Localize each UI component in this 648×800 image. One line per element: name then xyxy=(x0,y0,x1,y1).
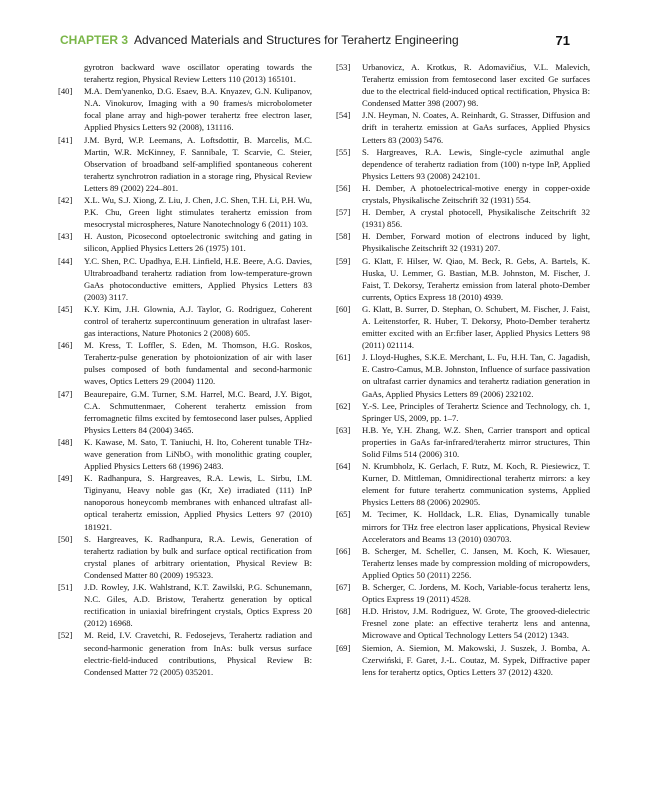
left-reference-list xyxy=(58,85,312,678)
reference-number: [51] xyxy=(58,582,73,593)
reference-item xyxy=(336,605,590,641)
reference-text: H.B. Ye, Y.H. Zhang, W.Z. Shen, Carrier transport and optical properties in GaAs far-infrared/terahertz mirror structures, Thin Solid Films 514 (2006) 310. xyxy=(362,424,590,459)
reference-item xyxy=(336,508,590,544)
reference-item xyxy=(336,182,590,206)
reference-text: M.A. Dem'yanenko, D.G. Esaev, B.A. Knyazev, G.N. Kulipanov, N.A. Vinokurov, Imaging with a 90 frames/s microbolometer focal plane array and high-power terahertz free electron laser, Applied Physics Letters 92 (2008), 131116. xyxy=(84,86,312,133)
reference-number: [44] xyxy=(58,255,73,266)
reference-item xyxy=(336,206,590,230)
reference-text: J.N. Heyman, N. Coates, A. Reinhardt, G. Strasser, Diffusion and drift in terahertz emission at GaAs surfaces, Applied Physics Letters 83 (2003) 5476. xyxy=(362,110,590,145)
reference-number: [64] xyxy=(336,461,351,472)
reference-number: [63] xyxy=(336,424,351,435)
reference-item xyxy=(58,581,312,629)
reference-item xyxy=(58,194,312,230)
reference-continuation: gyrotron backward wave oscillator operating towards the terahertz region, Physical Review Letters 110 (2013) 165101. xyxy=(84,62,312,85)
chapter-title: Advanced Materials and Structures for Terahertz Engineering xyxy=(134,33,459,47)
reference-text: Y.-S. Lee, Principles of Terahertz Science and Technology, ch. 1, Springer US, 2009, pp. 1–7. xyxy=(362,400,590,423)
reference-item xyxy=(336,146,590,182)
reference-item xyxy=(336,109,590,145)
reference-text: N. Krumbholz, K. Gerlach, F. Rutz, M. Koch, R. Piesiewicz, T. Kurner, D. Mittleman, Omnidirectional terahertz mirrors: a key element for future terahertz communication systems, Applied Physics Letters 88 (2006) 202905. xyxy=(362,461,590,508)
reference-text: J.D. Rowley, J.K. Wahlstrand, K.T. Zawilski, P.G. Schunemann, N.C. Giles, A.D. Bristow, Terahertz generation by optical rectification in uniaxial birefringent crystals, Optics Express 20 (2012) 16968. xyxy=(84,582,312,629)
reference-text: H. Dember, Forward motion of electrons induced by light, Physikalische Zeitschrift 32 (1931) 207. xyxy=(362,231,590,254)
reference-text: H. Auston, Picosecond optoelectronic switching and gating in silicon, Applied Physics Letters 26 (1975) 101. xyxy=(84,231,312,254)
reference-number: [62] xyxy=(336,400,351,411)
reference-item xyxy=(58,255,312,303)
reference-number: [55] xyxy=(336,146,351,157)
reference-number: [67] xyxy=(336,582,351,593)
reference-text: M. Tecimer, K. Holldack, L.R. Elias, Dynamically tunable mirrors for THz free electron laser applications, Physical Review Accelerators and Beams 13 (2010) 030703. xyxy=(362,509,590,544)
reference-item xyxy=(58,303,312,339)
reference-number: [59] xyxy=(336,255,351,266)
page-number: 71 xyxy=(555,33,570,48)
reference-text: Beaurepaire, G.M. Turner, S.M. Harrel, M.C. Beard, J.Y. Bigot, C.A. Schmuttenmaer, Coherent terahertz emission from ferromagnetic films excited by femtosecond laser pulses, Applied Physics Letters 84 (2004) 3465. xyxy=(84,388,312,435)
reference-text: G. Klatt, F. Hilser, W. Qiao, M. Beck, R. Gebs, A. Bartels, K. Huska, U. Lemmer, G. Bastian, M.B. Johnston, M. Fischer, J. Faist, T. Dekorsy, Terahertz emission from lateral photo-Dember currents, Optics Express 18 (2010) 4939. xyxy=(362,255,590,302)
reference-item xyxy=(336,255,590,303)
reference-text: G. Klatt, B. Surrer, D. Stephan, O. Schubert, M. Fischer, J. Faist, A. Leitenstorfer, R. Huber, T. Dekorsy, Photo-Dember terahertz emitter excited with an Er:fiber laser, Applied Physics Letters 98 (2011) 021114. xyxy=(362,303,590,351)
reference-number: [46] xyxy=(58,340,73,351)
reference-item xyxy=(336,424,590,460)
reference-text: Siemion, A. Siemion, M. Makowski, J. Suszek, J. Bomba, A. Czerwiński, F. Garet, J.-L. Coutaz, M. Sypek, Diffractive paper lens for terahertz optics, Optics Letters 37 (2012) 4320. xyxy=(362,642,590,677)
reference-item xyxy=(58,230,312,254)
reference-number: [68] xyxy=(336,606,351,617)
reference-item xyxy=(336,400,590,424)
reference-item xyxy=(336,642,590,678)
reference-text: M. Kress, T. Loffler, S. Eden, M. Thomson, H.G. Roskos, Terahertz-pulse generation by photoionization of air with laser pulses composed of both fundamental and second-harmonic waves, Optics Letters 29 (2004) 1120. xyxy=(84,340,312,387)
reference-number: [45] xyxy=(58,303,73,314)
reference-item xyxy=(58,388,312,436)
reference-item xyxy=(58,533,312,581)
reference-item xyxy=(58,436,312,472)
reference-number: [65] xyxy=(336,509,351,520)
reference-text: S. Hargreaves, R.A. Lewis, Single-cycle azimuthal angle dependence of terahertz radiation from (100) n-type InP, Applied Physics Letters 93 (2008) 242101. xyxy=(362,146,590,181)
reference-text: S. Hargreaves, K. Radhanpura, R.A. Lewis, Generation of terahertz radiation by bulk and surface optical rectification from crystal planes of arbitrary orientation, Physical Review B: Condensed Matter 80 (2009) 195323. xyxy=(84,533,312,580)
reference-number: [60] xyxy=(336,303,351,314)
reference-number: [69] xyxy=(336,642,351,653)
reference-item xyxy=(336,545,590,581)
reference-number: [52] xyxy=(58,630,73,641)
reference-number: [47] xyxy=(58,388,73,399)
reference-item xyxy=(336,460,590,508)
reference-number: [43] xyxy=(58,231,73,242)
reference-text: H. Dember, A photoelectrical-motive energy in copper-oxide crystals, Physikalische Zeitschrift 32 (1931) 554. xyxy=(362,182,590,206)
reference-item xyxy=(58,472,312,532)
reference-text: K.Y. Kim, J.H. Glownia, A.J. Taylor, G. Rodriguez, Coherent control of terahertz supercontinuum generation in ultrafast laser-gas interactions, Nature Photonics 2 (2008) 605. xyxy=(84,303,312,339)
reference-text: B. Scherger, C. Jordens, M. Koch, Variable-focus terahertz lens, Optics Express 19 (2011) 4528. xyxy=(362,582,590,605)
reference-number: [41] xyxy=(58,134,73,145)
reference-text: B. Scherger, M. Scheller, C. Jansen, M. Koch, K. Wiesauer, Terahertz lenses made by compression molding of micropowders, Applied Optics 50 (2011) 2256. xyxy=(362,545,590,580)
references-left-column xyxy=(58,61,312,678)
reference-number: [54] xyxy=(336,110,351,121)
reference-text: K. Radhanpura, S. Hargreaves, R.A. Lewis, L. Sirbu, I.M. Tiginyanu, Heavy noble gas (Kr, Xe) irradiated (111) InP nanoporous honeycomb membranes with enhanced ultrafast all-optical terahertz emission, Applied Physics Letters 97 (2010) 181921. xyxy=(84,473,312,532)
running-header xyxy=(60,33,588,49)
reference-text: H.D. Hristov, J.M. Rodriguez, W. Grote, The grooved-dielectric Fresnel zone plate: an effective terahertz lens and antenna, Microwave and Optical Technology Letters 54 (2012) 1343. xyxy=(362,606,590,641)
reference-item xyxy=(336,303,590,351)
reference-text: J. Lloyd-Hughes, S.K.E. Merchant, L. Fu, H.H. Tan, C. Jagadish, E. Castro-Camus, M.B. Johnston, Influence of surface passivation on ultrafast carrier dynamics and terahertz radiation generation in GaAs, Applied Physics Letters 89 (2006) 232102. xyxy=(362,352,590,399)
reference-text: Y.C. Shen, P.C. Upadhya, E.H. Linfield, H.E. Beere, A.G. Davies, Ultrabroadband terahertz radiation from low-temperature-grown GaAs photoconductive emitters, Applied Physics Letters 83 (2003) 3117. xyxy=(84,255,312,302)
reference-item xyxy=(336,61,590,109)
chapter-label: CHAPTER 3 xyxy=(60,33,129,47)
reference-item xyxy=(336,581,590,605)
reference-number: [53] xyxy=(336,62,351,72)
reference-number: [58] xyxy=(336,231,351,242)
reference-text: J.M. Byrd, W.P. Leemans, A. Loftsdottir, B. Marcelis, M.C. Martin, W.R. McKinney, F. Sannibale, T. Scarvie, C. Steier, Observation of broadband self-amplified spontaneous coherent terahertz synchrotron radiation in a storage ring, Physical Review Letters 89 (2002) 224–801. xyxy=(84,134,312,193)
reference-number: [56] xyxy=(336,182,351,193)
reference-item xyxy=(58,629,312,677)
reference-number: [49] xyxy=(58,473,73,484)
reference-number: [66] xyxy=(336,545,351,556)
reference-text: M. Reid, I.V. Cravetchi, R. Fedosejevs, Terahertz radiation and second-harmonic generation from InAs: bulk versus surface electric-field-induced contributions, Physical Review B: Condensed Matter 72 (2005) 035201. xyxy=(84,630,312,677)
reference-text: X.L. Wu, S.J. Xiong, Z. Liu, J. Chen, J.C. Shen, T.H. Li, P.H. Wu, P.K. Chu, Green light stimulates terahertz emission from mesocrystal microspheres, Nature Nanotechnology 6 (2011) 103. xyxy=(84,195,312,230)
reference-item xyxy=(58,134,312,194)
reference-item xyxy=(58,85,312,133)
right-reference-list xyxy=(336,61,590,678)
reference-number: [40] xyxy=(58,86,73,97)
reference-text: K. Kawase, M. Sato, T. Taniuchi, H. Ito, Coherent tunable THz-wave generation from LiNbO₃ with monolithic grating coupler, Applied Physics Letters 68 (1996) 2483. xyxy=(84,436,312,472)
reference-number: [57] xyxy=(336,207,351,218)
reference-text: Urbanovicz, A. Krotkus, R. Adomavičius, V.L. Malevich, Terahertz emission from femtosecond laser excited Ge surfaces due to the electrical field-induced optical rectification, Physica B: Condensed Matter 398 (2007) 98. xyxy=(362,62,590,109)
references-right-column xyxy=(336,61,590,678)
reference-item xyxy=(336,230,590,254)
reference-text: H. Dember, A crystal photocell, Physikalische Zeitschrift 32 (1931) 856. xyxy=(362,207,590,230)
reference-number: [50] xyxy=(58,533,73,544)
reference-item xyxy=(336,351,590,399)
reference-item xyxy=(58,339,312,387)
reference-number: [48] xyxy=(58,436,73,447)
reference-number: [42] xyxy=(58,195,73,206)
reference-number: [61] xyxy=(336,352,351,363)
